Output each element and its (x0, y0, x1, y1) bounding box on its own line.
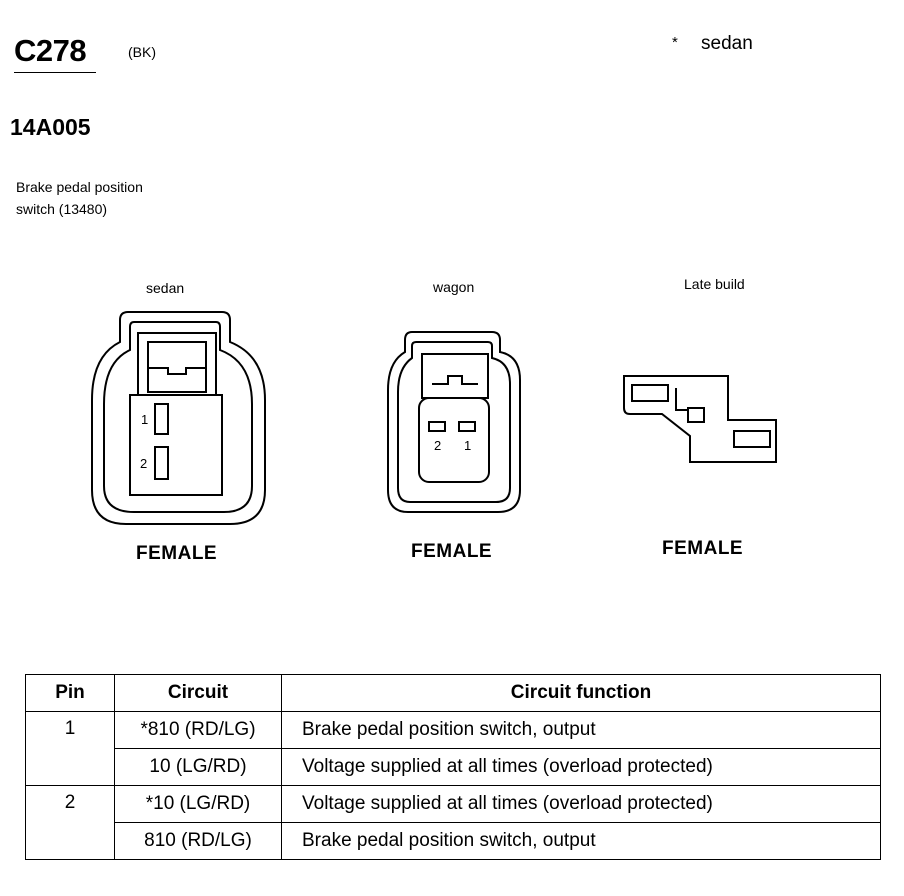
late-build-gender-label: FEMALE (662, 538, 744, 559)
wagon-pin-2-label: 2 (434, 438, 442, 453)
table-row (26, 823, 881, 860)
wagon-pin-1-slot (459, 422, 475, 431)
component-description-line2: switch (13480) (16, 201, 108, 217)
function-cell: Brake pedal position switch, output (282, 823, 881, 860)
sedan-pin-2-slot (155, 447, 168, 479)
footnote-marker: * (672, 34, 678, 51)
circuit-cell: 810 (RD/LG) (115, 823, 282, 860)
sedan-pin-body (130, 395, 222, 495)
table-header-row (26, 675, 881, 712)
part-number: 14A005 (10, 114, 91, 140)
wagon-outer-shell (388, 332, 520, 512)
connector-id: C278 (14, 33, 87, 68)
wagon-inner-shell (398, 342, 510, 502)
sedan-latch-tab (148, 368, 206, 374)
sedan-connector-face (92, 312, 265, 524)
sedan-gender-label: FEMALE (136, 543, 218, 564)
function-cell: Voltage supplied at all times (overload protected) (282, 749, 881, 786)
wagon-connector-face (388, 332, 520, 512)
late-build-slot-right (734, 431, 770, 447)
late-build-slot-left (632, 385, 668, 401)
wagon-pin-1-label: 1 (464, 438, 472, 453)
header-circuit: Circuit (115, 675, 282, 712)
wagon-latch-tab (432, 376, 478, 384)
function-cell: Voltage supplied at all times (overload protected) (282, 786, 881, 823)
wagon-gender-label: FEMALE (411, 541, 493, 562)
circuit-cell: 10 (LG/RD) (115, 749, 282, 786)
sedan-inner-shell (104, 322, 252, 512)
sedan-pin-2-label: 2 (140, 456, 148, 471)
connector-label-late-build: Late build (684, 276, 745, 292)
sedan-outer-shell (92, 312, 265, 524)
connector-label-wagon: wagon (433, 279, 475, 295)
connector-color-code: (BK) (128, 44, 156, 60)
late-build-step (676, 388, 688, 410)
late-build-connector-face (624, 376, 776, 462)
component-description-line1: Brake pedal position (16, 179, 143, 195)
late-build-outline (624, 376, 776, 462)
pin-circuit-table (25, 674, 881, 860)
header-circuit-function: Circuit function (282, 675, 881, 712)
sedan-pin-1-label: 1 (141, 412, 149, 427)
table-row (26, 749, 881, 786)
pin-cell: 1 (26, 712, 115, 786)
function-cell: Brake pedal position switch, output (282, 712, 881, 749)
wagon-pin-body (419, 398, 489, 482)
sedan-pin-1-slot (155, 404, 168, 434)
pin-cell: 2 (26, 786, 115, 860)
header-pin: Pin (26, 675, 115, 712)
wagon-pin-2-slot (429, 422, 445, 431)
table-row (26, 712, 881, 749)
late-build-center-key (688, 408, 704, 422)
connector-label-sedan: sedan (146, 280, 185, 296)
footnote-text: sedan (701, 33, 753, 54)
circuit-cell: *10 (LG/RD) (115, 786, 282, 823)
table-row (26, 786, 881, 823)
circuit-cell: *810 (RD/LG) (115, 712, 282, 749)
